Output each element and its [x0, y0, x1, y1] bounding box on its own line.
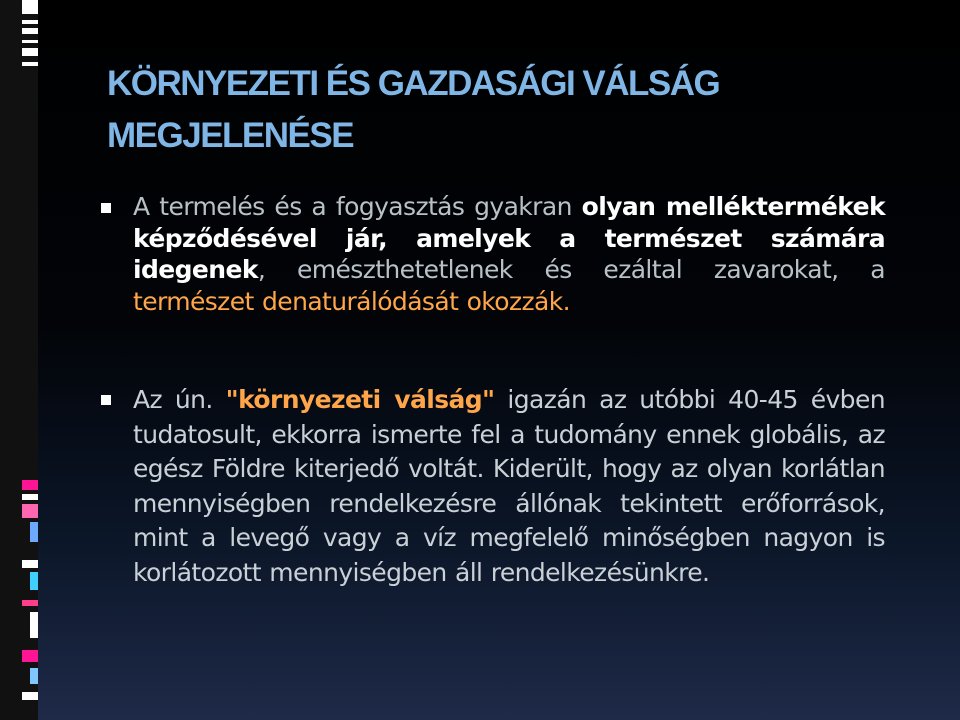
decorative-stripe	[22, 40, 38, 43]
decorative-stripe	[22, 0, 38, 14]
bullet2-highlight: "környezeti válság"	[225, 385, 495, 414]
decorative-block	[22, 600, 38, 606]
decorative-block	[22, 692, 38, 700]
title-line-1: KÖRNYEZETI ÉS GAZDASÁGI VÁLSÁG	[107, 64, 720, 103]
bullet-square-icon	[101, 395, 111, 405]
decorative-block	[30, 572, 38, 590]
bullet1-text-a: A termelés és a fogyasztás gyakran	[133, 192, 582, 221]
decorative-block	[22, 560, 38, 568]
bullet1-bold-phrase: olyan melléktermékek képződésével jár, amelyek a természet számára idegenek	[133, 192, 885, 284]
bullet2-text-a: Az ún.	[133, 385, 226, 414]
title-line-2: MEGJELENÉSE	[107, 116, 354, 155]
decorative-block	[22, 480, 38, 490]
bullet-paragraph-2	[133, 383, 885, 590]
decorative-stripe	[22, 28, 38, 34]
decorative-block	[22, 494, 38, 500]
slide-title	[107, 58, 907, 162]
decorative-stripe	[22, 62, 38, 66]
bullet2-text-b: igazán az utóbbi 40-45 évben tudatosult, ekkorra ismerte fel a tudomány ennek globális, az egész Földre kiterjedő voltát. Kiderült, hogy az olyan korlátlan mennyiségben rendelkezésre állónak tekintett erőforrások, mint a levegő vagy a víz megfelelő minőségben nagyon is korlátozott mennyiségben áll rendelkezésünkre.	[133, 385, 885, 587]
decorative-stripe	[22, 48, 38, 56]
decorative-block	[22, 504, 38, 518]
decorative-block	[30, 668, 38, 684]
bullet1-highlight: természet denaturálódását okozzák.	[133, 286, 570, 316]
decorative-block	[22, 650, 38, 662]
decorative-block	[30, 612, 38, 638]
bullet-paragraph-1	[133, 191, 885, 317]
decorative-stripe	[22, 20, 38, 24]
bullet-square-icon	[101, 203, 111, 213]
bullet1-text-b: , emészthetetlenek és ezáltal zavarokat, a	[257, 255, 885, 284]
decorative-block	[30, 522, 38, 542]
